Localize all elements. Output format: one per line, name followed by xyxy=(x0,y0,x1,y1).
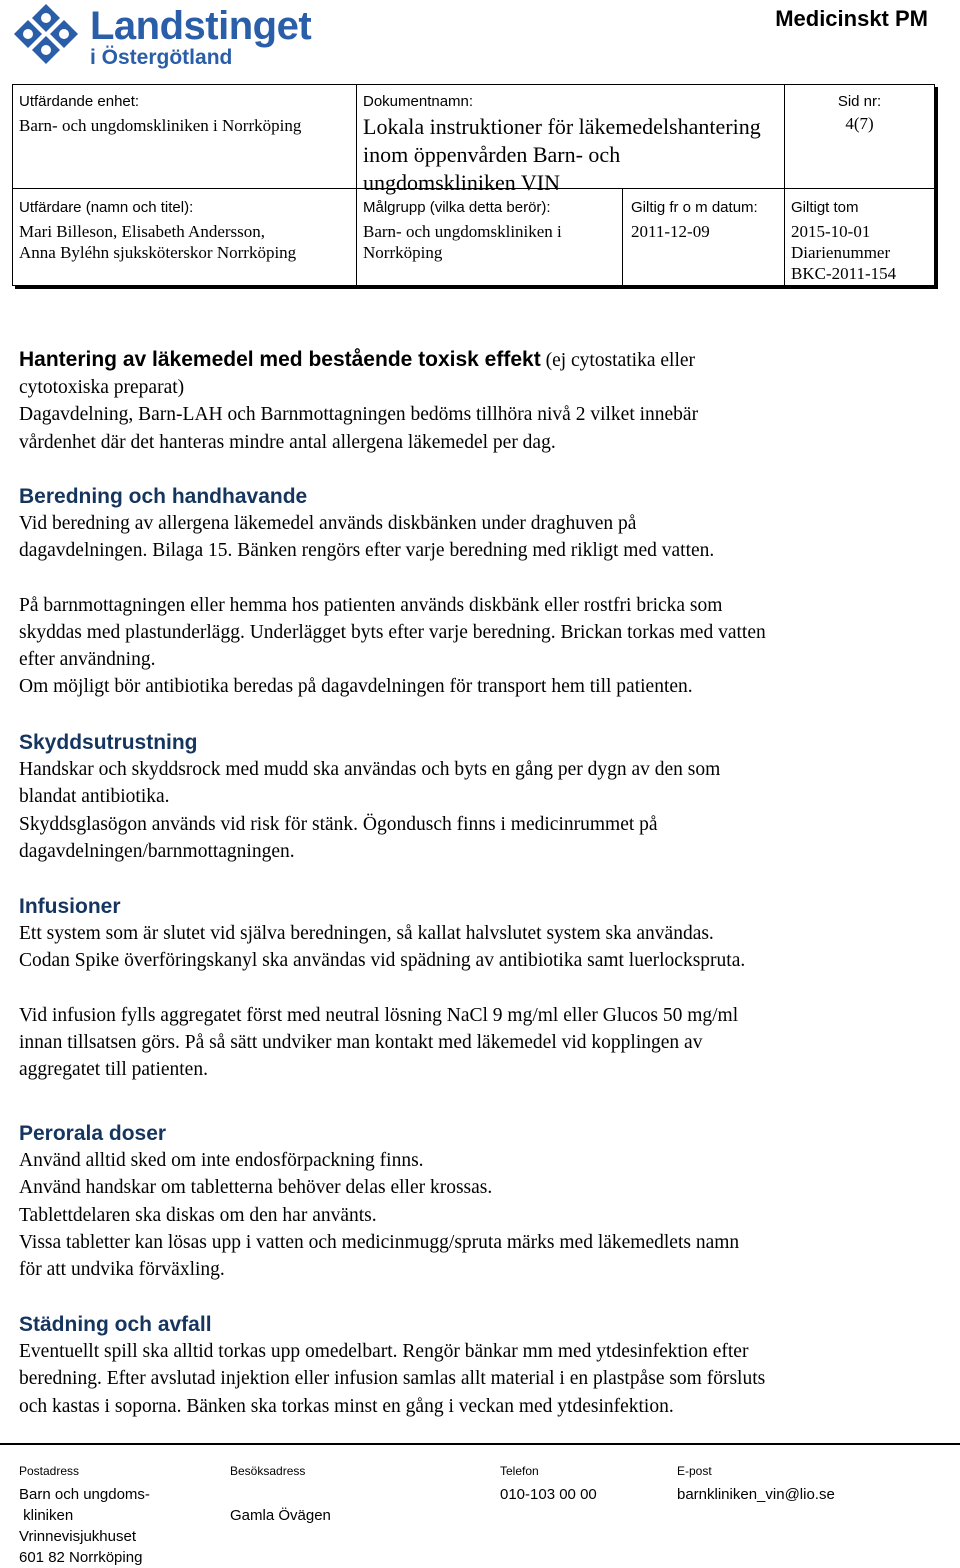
footer-visiting-address xyxy=(230,1464,331,1526)
section-heading: Beredning och handhavande xyxy=(19,485,308,508)
docname-line-1: Lokala instruktioner för läkemedelshantering xyxy=(363,114,761,139)
paragraph-line: På barnmottagningen eller hemma hos patienten används diskbänk eller rostfri bricka som xyxy=(19,594,723,616)
paragraph-line: Eventuellt spill ska alltid torkas upp omedelbart. Rengör bänkar mm med ytdesinfektion efter xyxy=(19,1341,749,1362)
paragraph-line: Vissa tabletter kan lösas upp i vatten och medicinmugg/spruta märks med läkemedlets namn xyxy=(19,1231,740,1253)
diary-value: BKC-2011-154 xyxy=(791,264,897,283)
paragraph-line: Om möjligt bör antibiotika beredas på dagavdelningen för transport hem till patienten. xyxy=(19,676,693,698)
target-cell xyxy=(357,189,623,285)
skydd-section xyxy=(19,729,939,865)
footer-phone xyxy=(500,1464,597,1505)
intro-line: cytotoxiska preparat) xyxy=(19,377,185,398)
paragraph-line: Vid infusion fylls aggregatet först med neutral lösning NaCl 9 mg/ml eller Glucos 50 mg/ml xyxy=(19,1004,739,1026)
valid-to-value: 2015-10-01 xyxy=(791,222,871,241)
target-line-2: Norrköping xyxy=(363,243,443,262)
docname-label: Dokumentnamn: xyxy=(363,93,474,110)
valid-to-cell xyxy=(785,189,934,285)
paragraph-line: Vid beredning av allergena läkemedel används diskbänken under draghuven på xyxy=(19,513,637,534)
paragraph-line: för att undvika förväxling. xyxy=(19,1259,225,1281)
footer-postal-address xyxy=(19,1464,150,1568)
author-line-1: Mari Billeson, Elisabeth Andersson, xyxy=(19,222,266,241)
paragraph-line: Codan Spike överföringskanyl ska användas vid spädning av antibiotika samt luerlockspruta. xyxy=(19,950,746,972)
diary-label: Diarienummer xyxy=(791,243,891,262)
paragraph-line: dagavdelningen/barnmottagningen. xyxy=(19,840,295,862)
section-heading: Skyddsutrustning xyxy=(19,731,198,754)
author-cell xyxy=(13,189,357,285)
paragraph-line: Tablettdelaren ska diskas om den har använts. xyxy=(19,1204,377,1226)
footer-divider xyxy=(0,1443,960,1445)
valid-from-label: Giltig fr o m datum: xyxy=(631,199,758,216)
visit-value: Gamla Övägen xyxy=(230,1507,331,1524)
issuer-value: Barn- och ungdomskliniken i Norrköping xyxy=(19,116,302,135)
paragraph-line: skyddas med plastunderlägg. Underlägget byts efter varje beredning. Brickan torkas med vatten xyxy=(19,621,766,643)
email-value: barnkliniken_vin@lio.se xyxy=(677,1486,835,1503)
paragraph-line: Handskar och skyddsrock med mudd ska användas och byts en gång per dygn av den som xyxy=(19,759,721,780)
page-title-bold: Hantering av läkemedel med bestående toxisk effekt xyxy=(19,348,541,371)
valid-from-value: 2011-12-09 xyxy=(631,222,710,241)
postal-line: Vrinnevisjukhuset xyxy=(19,1528,137,1545)
postal-line: kliniken xyxy=(19,1507,74,1524)
docname-line-3: ungdomskliniken VIN xyxy=(363,170,560,195)
footer-email xyxy=(677,1464,835,1505)
visit-label: Besöksadress xyxy=(230,1464,306,1478)
logo-name: Landstinget xyxy=(90,4,312,48)
page-title-rest: (ej cytostatika eller xyxy=(540,350,696,371)
organization-logo xyxy=(8,2,312,74)
document-meta-table xyxy=(12,84,935,286)
intro-line: vårdenhet där det hanteras mindre antal allergena läkemedel per dag. xyxy=(19,431,556,453)
postal-label: Postadress xyxy=(19,1464,80,1478)
infusioner-section xyxy=(19,893,939,1083)
intro-section xyxy=(19,346,939,456)
section-heading: Städning och avfall xyxy=(19,1313,212,1336)
document-type: Medicinskt PM xyxy=(775,6,928,31)
landstinget-emblem-icon xyxy=(8,2,84,70)
valid-to-label: Giltigt tom xyxy=(791,199,859,216)
paragraph-line: blandat antibiotika. xyxy=(19,786,170,808)
logo-region: i Östergötland xyxy=(90,46,233,69)
perorala-section xyxy=(19,1120,939,1283)
paragraph-line: Ett system som är slutet vid själva beredningen, så kallat halvslutet system ska användas. xyxy=(19,923,714,944)
paragraph-line: Använd handskar om tabletterna behöver delas eller krossas. xyxy=(19,1177,493,1199)
phone-label: Telefon xyxy=(500,1464,539,1478)
intro-line: Dagavdelning, Barn-LAH och Barnmottagningen bedöms tillhöra nivå 2 vilket innebär xyxy=(19,404,699,426)
phone-value: 010-103 00 00 xyxy=(500,1486,597,1503)
docname-line-2: inom öppenvården Barn- och xyxy=(363,142,621,167)
postal-line: Barn och ungdoms- xyxy=(19,1486,150,1503)
paragraph-line: aggregatet till patienten. xyxy=(19,1059,208,1081)
docname-cell xyxy=(357,85,785,195)
stadning-section xyxy=(19,1311,939,1420)
issuer-cell xyxy=(13,85,357,189)
paragraph-line: innan tillsatsen görs. På så sätt undviker man kontakt med läkemedel vid kopplingen av xyxy=(19,1031,703,1053)
page-value: 4(7) xyxy=(845,114,874,133)
paragraph-line: och kastas i soporna. Bänken ska torkas minst en gång i veckan med ytdesinfektion. xyxy=(19,1395,674,1417)
paragraph-line: efter användning. xyxy=(19,649,156,671)
paragraph-line: dagavdelningen. Bilaga 15. Bänken rengörs efter varje beredning med rikligt med vatten. xyxy=(19,540,715,562)
page-label: Sid nr: xyxy=(837,93,882,110)
postal-line: 601 82 Norrköping xyxy=(19,1549,143,1566)
paragraph-line: beredning. Efter avslutad injektion eller infusion samlas allt material i en plastpåse som försluts xyxy=(19,1368,766,1390)
page-cell xyxy=(785,85,934,189)
issuer-label: Utfärdande enhet: xyxy=(19,93,140,110)
paragraph-line: Använd alltid sked om inte endosförpackning finns. xyxy=(19,1150,424,1171)
author-label: Utfärdare (namn och titel): xyxy=(19,199,194,216)
target-label: Målgrupp (vilka detta berör): xyxy=(363,199,551,216)
valid-from-cell xyxy=(623,189,785,285)
section-heading: Perorala doser xyxy=(19,1122,167,1145)
paragraph-line: Skyddsglasögon används vid risk för stänk. Ögondusch finns i medicinrummet på xyxy=(19,813,658,835)
author-line-2: Anna Byléhn sjuksköterskor Norrköping xyxy=(19,243,297,262)
beredning-section xyxy=(19,483,939,701)
page-title xyxy=(19,346,939,374)
section-heading: Infusioner xyxy=(19,895,121,918)
email-label: E-post xyxy=(677,1464,712,1478)
target-line-1: Barn- och ungdomskliniken i xyxy=(363,222,562,241)
